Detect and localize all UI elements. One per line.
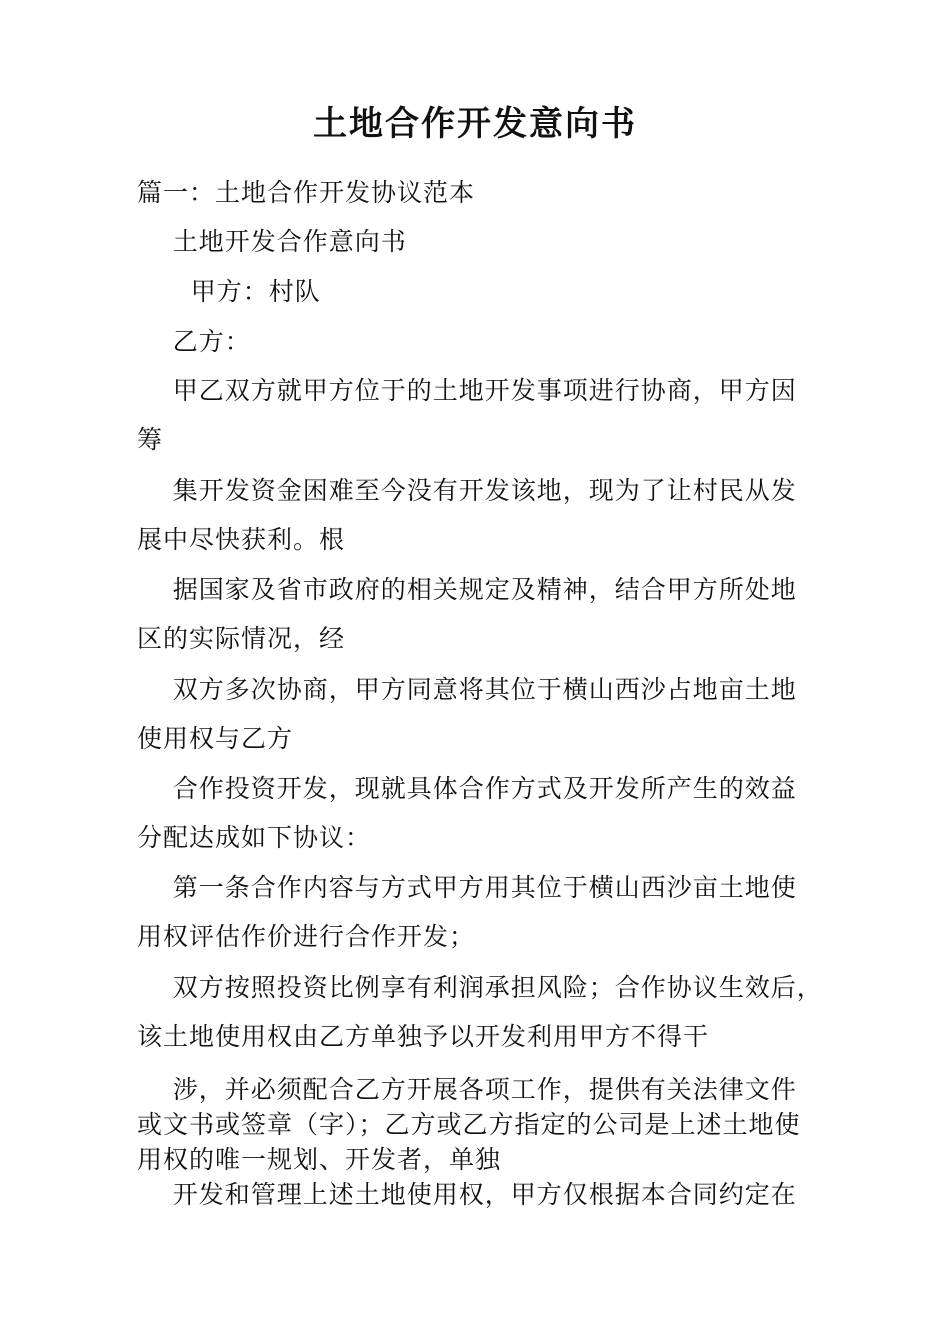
heading-section-one: 篇一：土地合作开发协议范本 <box>137 178 476 207</box>
body-paragraph-8: 开发和管理上述土地使用权，甲方仅根据本合同约定在 <box>137 1180 797 1209</box>
body-paragraph-4: 双方多次协商，甲方同意将其位于横山西沙占地亩土地 使用权与乙方 <box>137 675 797 753</box>
subtitle-line: 土地开发合作意向书 <box>137 227 407 256</box>
body-paragraph-2: 集开发资金困难至今没有开发该地，现为了让村民从发 展中尽快获利。根 <box>137 476 797 554</box>
body-paragraph-3: 据国家及省市政府的相关规定及精神，结合甲方所处地 区的实际情况，经 <box>137 575 797 653</box>
body-paragraph-1: 甲乙双方就甲方位于的土地开发事项进行协商，甲方因 筹 <box>137 376 797 454</box>
body-paragraph-7: 涉，并必须配合乙方开展各项工作，提供有关法律文件 或文书或签章（字）；乙方或乙方指定的公司是上述土地使 用权的唯一规划、开发者，单独 <box>137 1075 801 1174</box>
body-paragraph-5: 合作投资开发，现就具体合作方式及开发所产生的效益 分配达成如下协议： <box>137 774 797 852</box>
document-title: 土地合作开发意向书 <box>313 104 637 144</box>
party-b-line: 乙方： <box>137 327 251 356</box>
party-a-line: 甲方：村队 <box>137 277 321 306</box>
article-one-paragraph: 第一条合作内容与方式甲方用其位于横山西沙亩土地使 用权评估作价进行合作开发； <box>137 873 797 951</box>
body-paragraph-6: 双方按照投资比例享有利润承担风险；合作协议生效后， 该土地使用权由乙方单独予以开发利用甲方不得干 <box>137 973 823 1051</box>
